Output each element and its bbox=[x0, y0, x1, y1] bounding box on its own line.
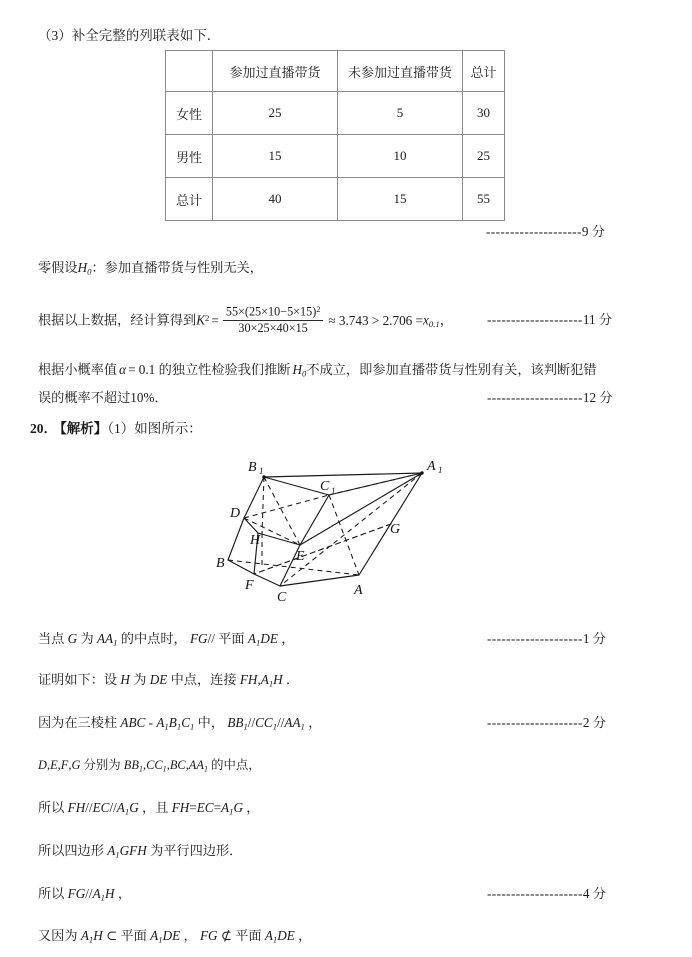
fraction-denominator: 30×25×40×15 bbox=[238, 321, 308, 336]
score-mark-9 bbox=[486, 224, 605, 240]
table-header-row bbox=[166, 51, 505, 92]
step4-CC1: CC bbox=[146, 758, 163, 772]
hidden-edge-B-A bbox=[228, 560, 359, 575]
step2-b: 为 bbox=[129, 672, 150, 687]
step4-c3: , bbox=[68, 758, 72, 772]
null-hypothesis-line bbox=[38, 260, 263, 277]
score-dots-11: -------------------- bbox=[487, 312, 583, 327]
step3-A1-sub: 1 bbox=[164, 721, 169, 732]
cell-male-total: 25 bbox=[463, 135, 505, 178]
prism-figure bbox=[216, 455, 478, 605]
step8-A1b: A bbox=[150, 928, 159, 943]
step8-nsubset: ⊄ bbox=[217, 928, 236, 943]
conclusion-middle: = 0.1 的独立性检验我们推断 bbox=[128, 362, 291, 377]
step4-c5: , bbox=[166, 758, 170, 772]
step4-BC: BC bbox=[169, 758, 186, 772]
edge-D-B bbox=[228, 518, 244, 560]
step5-p1: // bbox=[85, 800, 93, 815]
step5-p2: // bbox=[109, 800, 117, 815]
step5-A1-sub: 1 bbox=[124, 806, 130, 817]
k-squared-lead: 根据以上数据，经计算得到 bbox=[38, 312, 197, 328]
conclusion-prefix: 根据小概率值 bbox=[38, 362, 118, 377]
step1-DE: DE bbox=[260, 631, 278, 646]
step1-d: 平面 bbox=[214, 631, 248, 646]
step1-G: G bbox=[67, 631, 78, 646]
step8-H: H bbox=[93, 928, 103, 943]
step4-AA1-sub: 1 bbox=[203, 764, 209, 774]
part3-heading: （3）补全完整的列联表如下． bbox=[38, 28, 221, 43]
label-A1: A bbox=[427, 459, 436, 474]
step8-DE: DE bbox=[162, 928, 181, 943]
step4-G: G bbox=[71, 758, 81, 772]
step5-c: ， bbox=[242, 800, 260, 815]
step8-subset: ⊂ bbox=[102, 928, 121, 943]
step5-a: 所以 bbox=[38, 800, 68, 815]
proof-step-2 bbox=[38, 672, 299, 689]
null-hypothesis-prefix: 零假设 bbox=[38, 260, 78, 275]
score-dots-1: -------------------- bbox=[487, 631, 583, 646]
score-dots-9: -------------------- bbox=[486, 224, 582, 239]
step6-a: 所以四边形 bbox=[38, 843, 108, 858]
null-hypothesis-suffix: ：参加直播带货与性别无关， bbox=[91, 260, 263, 275]
step2-d: , bbox=[257, 672, 261, 687]
step5-EC2: EC bbox=[196, 800, 214, 815]
step5-G2: G bbox=[233, 800, 243, 815]
label-C1: C bbox=[320, 479, 330, 494]
step5-A1b: A bbox=[221, 800, 230, 815]
step4-DEFG: D bbox=[38, 758, 47, 772]
step5-eq2: = bbox=[213, 800, 222, 815]
label-G: G bbox=[390, 522, 401, 537]
step3-p1: // bbox=[247, 715, 256, 730]
table-row bbox=[166, 178, 505, 221]
label-H: H bbox=[250, 533, 261, 548]
step4-b: 的中点， bbox=[208, 758, 261, 772]
step3-CC1: CC bbox=[255, 715, 273, 730]
cell-total-not-participated: 15 bbox=[338, 178, 463, 221]
k-squared-comma: ， bbox=[439, 312, 453, 328]
cell-total-participated: 40 bbox=[213, 178, 338, 221]
problem-20-heading bbox=[30, 421, 202, 437]
step8-b: 平面 bbox=[120, 928, 151, 943]
cell-male-not-participated: 10 bbox=[338, 135, 463, 178]
contingency-table bbox=[165, 50, 505, 221]
step2-c: 中点，连接 bbox=[167, 672, 240, 687]
step5-EC: EC bbox=[92, 800, 110, 815]
proof-step-5 bbox=[38, 800, 259, 817]
step6-A1: A bbox=[107, 843, 116, 858]
proof-step-8 bbox=[38, 928, 311, 945]
step4-c4: , bbox=[143, 758, 147, 772]
row-label-male: 男性 bbox=[166, 135, 213, 178]
cell-female-total: 30 bbox=[463, 92, 505, 135]
step5-FH2: FH bbox=[171, 800, 190, 815]
label-F: F bbox=[245, 578, 254, 593]
step4-BB1-sub: 1 bbox=[138, 764, 143, 774]
step7-FG: FG bbox=[67, 886, 86, 901]
score-mark-11 bbox=[487, 312, 612, 328]
step7-A1-sub: 1 bbox=[100, 892, 106, 903]
cell-male-participated: 15 bbox=[213, 135, 338, 178]
problem-part-label: （1）如图所示： bbox=[107, 421, 202, 436]
step5-b: ，且 bbox=[138, 800, 172, 815]
step3-A1: A bbox=[156, 715, 165, 730]
analysis-bracket: 【解析】 bbox=[60, 421, 108, 436]
step4-F: F bbox=[60, 758, 69, 772]
edge-D-H bbox=[244, 518, 258, 533]
step8-FG: FG bbox=[199, 928, 218, 943]
score-text-2: 2 分 bbox=[582, 715, 606, 730]
step7-b: ， bbox=[114, 886, 132, 901]
score-mark-4 bbox=[487, 886, 606, 902]
step3-dash: - bbox=[145, 715, 157, 730]
step7-H: H bbox=[105, 886, 115, 901]
hypothesis-subscript: 0 bbox=[301, 368, 307, 379]
table-header-total: 总计 bbox=[463, 51, 505, 92]
step1-e: ， bbox=[277, 631, 295, 646]
edge-C1-E bbox=[300, 495, 329, 545]
conclusion-suffix: 不成立，即参加直播带货与性别有关，该判断犯错 bbox=[306, 362, 597, 377]
proof-step-7 bbox=[38, 886, 131, 903]
k-squared-line bbox=[38, 305, 453, 336]
step1-par1: // bbox=[207, 631, 215, 646]
score-dots-4: -------------------- bbox=[487, 886, 583, 901]
critical-value-subscript: 0.1 bbox=[428, 319, 440, 330]
label-B1: B bbox=[248, 460, 257, 475]
edge-B1-A1 bbox=[264, 473, 422, 477]
hidden-edge-B1-vert bbox=[262, 477, 264, 533]
table-row bbox=[166, 135, 505, 178]
row-label-total: 总计 bbox=[166, 178, 213, 221]
alpha-symbol: α bbox=[119, 362, 127, 377]
label-C: C bbox=[277, 590, 287, 605]
step3-a: 因为在三棱柱 bbox=[38, 715, 121, 730]
step2-A1H-sub: 1 bbox=[268, 678, 274, 689]
step8-A1b-sub: 1 bbox=[158, 934, 163, 945]
k-squared-var: K bbox=[196, 312, 206, 328]
step8-e: ， bbox=[294, 928, 312, 943]
numerator-text: 55×(25×10−5×15) bbox=[225, 304, 317, 319]
step3-BB1: BB bbox=[227, 715, 244, 730]
step5-FH: FH bbox=[67, 800, 86, 815]
hidden-edge-D-C1 bbox=[244, 495, 329, 518]
table-corner-cell bbox=[166, 51, 213, 92]
step7-p1: // bbox=[85, 886, 93, 901]
label-B: B bbox=[216, 556, 225, 571]
cell-female-not-participated: 5 bbox=[338, 92, 463, 135]
score-text-4: 4 分 bbox=[582, 886, 606, 901]
step6-A1-sub: 1 bbox=[115, 849, 120, 860]
conclusion-line-1 bbox=[38, 362, 596, 379]
edge-A1-E bbox=[300, 473, 422, 545]
score-text-11: 11 分 bbox=[582, 312, 613, 327]
step3-AA1-sub: 1 bbox=[300, 721, 305, 732]
fraction-numerator bbox=[223, 305, 324, 321]
step1-c: 的中点时， bbox=[117, 631, 190, 646]
step3-C1: C bbox=[181, 715, 190, 730]
step3-AA1: AA bbox=[284, 715, 301, 730]
critical-value-var: x bbox=[423, 312, 429, 328]
cell-female-participated: 25 bbox=[213, 92, 338, 135]
null-hypothesis-symbol: H bbox=[77, 260, 88, 275]
step2-H: H bbox=[120, 672, 130, 687]
score-mark-1 bbox=[487, 631, 606, 647]
step4-a: 分别为 bbox=[80, 758, 124, 772]
step3-c: ， bbox=[304, 715, 322, 730]
score-text-1: 1 分 bbox=[582, 631, 606, 646]
step4-c1: , bbox=[46, 758, 51, 772]
step8-c: ， bbox=[180, 928, 200, 943]
step3-B1-sub: 1 bbox=[176, 721, 182, 732]
prism-svg bbox=[216, 455, 478, 605]
edge-B1-D bbox=[244, 477, 264, 518]
step1-b: 为 bbox=[77, 631, 97, 646]
step1-A1-sub: 1 bbox=[255, 637, 261, 648]
step8-A1c-sub: 1 bbox=[272, 934, 278, 945]
step2-DE: DE bbox=[149, 672, 168, 687]
score-dots-12: -------------------- bbox=[487, 390, 583, 405]
proof-step-1 bbox=[38, 631, 294, 648]
step1-AA1: AA bbox=[96, 631, 114, 646]
score-text-12: 12 分 bbox=[582, 390, 613, 405]
numerator-exponent: 2 bbox=[316, 305, 321, 314]
edge-F-C bbox=[254, 574, 280, 586]
step8-a: 又因为 bbox=[38, 928, 81, 943]
step3-p2: // bbox=[277, 715, 285, 730]
score-dots-2: -------------------- bbox=[487, 715, 583, 730]
step3-B1: B bbox=[168, 715, 177, 730]
step1-A1: A bbox=[247, 631, 256, 646]
step3-b: 中， bbox=[194, 715, 228, 730]
step2-Hb: H bbox=[273, 672, 283, 687]
hidden-edge-B1-E bbox=[264, 477, 300, 545]
table-row bbox=[166, 92, 505, 135]
step6-b: 为平行四边形． bbox=[146, 843, 243, 858]
label-B1-sub: 1 bbox=[259, 466, 264, 476]
step4-c2: , bbox=[57, 758, 61, 772]
step3-CC1-sub: 1 bbox=[272, 721, 278, 732]
score-mark-12 bbox=[487, 390, 613, 406]
table-header-participated: 参加过直播带货 bbox=[213, 51, 338, 92]
k-squared-equals: = bbox=[211, 312, 219, 328]
step5-A1b-sub: 1 bbox=[229, 806, 234, 817]
k-squared-fraction bbox=[221, 305, 326, 336]
step8-DE2: DE bbox=[277, 928, 295, 943]
step1-FG: FG bbox=[190, 631, 208, 646]
step4-AA1: AA bbox=[188, 758, 204, 772]
proof-step-3 bbox=[38, 715, 321, 732]
k-squared-power: 2 bbox=[205, 312, 210, 323]
step3-C1-sub: 1 bbox=[189, 721, 195, 732]
step8-A1c: A bbox=[264, 928, 273, 943]
step4-CC1-sub: 1 bbox=[162, 764, 167, 774]
cell-grand-total: 55 bbox=[463, 178, 505, 221]
step7-A1: A bbox=[92, 886, 101, 901]
problem-number: 20． bbox=[30, 421, 57, 436]
step7-a: 所以 bbox=[38, 886, 68, 901]
row-label-female: 女性 bbox=[166, 92, 213, 135]
label-E: E bbox=[296, 549, 305, 564]
conclusion-line-2: 误的概率不超过10%． bbox=[38, 390, 168, 405]
step4-E: E bbox=[50, 758, 58, 772]
step5-G: G bbox=[129, 800, 139, 815]
hypothesis-symbol: H bbox=[292, 362, 302, 377]
step6-GFH: GFH bbox=[119, 843, 147, 858]
step8-A1-sub: 1 bbox=[88, 934, 94, 945]
proof-step-6 bbox=[38, 843, 242, 860]
proof-step-4 bbox=[38, 758, 261, 774]
step2-A1H: A bbox=[260, 672, 269, 687]
step5-A1: A bbox=[116, 800, 125, 815]
step2-e: ． bbox=[282, 672, 300, 687]
step3-BB1-sub: 1 bbox=[243, 721, 248, 732]
step2-a: 证明如下：设 bbox=[38, 672, 121, 687]
k-squared-approx: ≈ 3.743 > 2.706 = bbox=[328, 312, 423, 328]
step1-AA1-sub: 1 bbox=[113, 637, 118, 648]
label-D: D bbox=[230, 506, 241, 521]
score-text-9: 9 分 bbox=[581, 224, 605, 239]
step3-ABC: ABC bbox=[120, 715, 146, 730]
label-C1-sub: 1 bbox=[331, 486, 336, 496]
step8-d: 平面 bbox=[235, 928, 265, 943]
step4-c6: , bbox=[185, 758, 189, 772]
null-hypothesis-subscript: 0 bbox=[87, 266, 92, 277]
step8-A1: A bbox=[80, 928, 89, 943]
table-header-not-participated: 未参加过直播带货 bbox=[338, 51, 463, 92]
score-mark-2 bbox=[487, 715, 606, 731]
label-A1-sub: 1 bbox=[438, 465, 443, 475]
step2-FH: FH bbox=[239, 672, 258, 687]
label-A: A bbox=[354, 583, 363, 598]
step5-eq1: = bbox=[189, 800, 197, 815]
step1-a: 当点 bbox=[38, 631, 68, 646]
step4-BB1: BB bbox=[123, 758, 139, 772]
dot-A1 bbox=[420, 471, 423, 474]
